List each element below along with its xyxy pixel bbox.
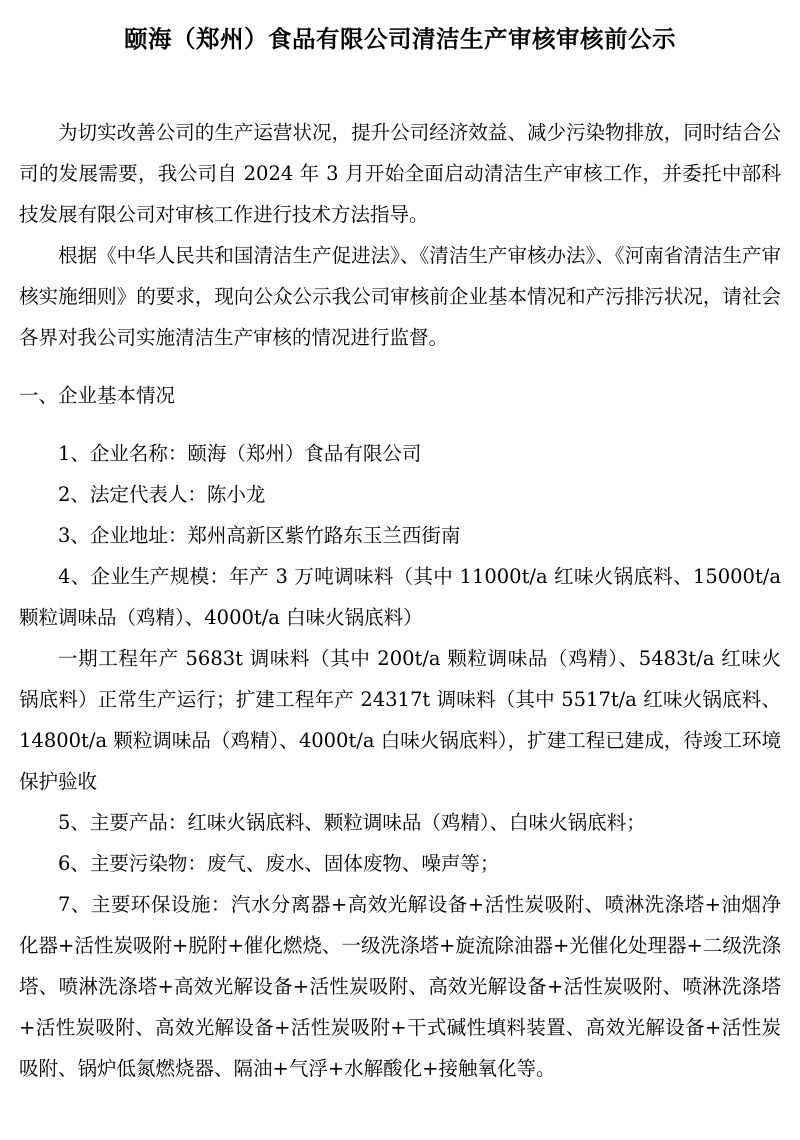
item-legal-representative: 2、法定代表人：陈小龙: [58, 483, 266, 506]
paragraph-gap: [19, 358, 781, 375]
item-environmental-facilities: 7、主要环保设施：汽水分离器+高效光解设备+活性炭吸附、喷淋洗涤塔+油烟净化器+活性炭吸附+脱附+催化燃烧、一级洗涤塔+旋流除油器+光催化处理器+二级洗涤塔、喷淋洗涤塔+高效光解设备+活性炭吸附、高效光解设备+活性炭吸附、喷淋洗涤塔+活性炭吸附、高效光解设备+活性炭吸附+干式碱性填料装置、高效光解设备+活性炭吸附、锅炉低氮燃烧器、隔油+气浮+水解酸化+接触氧化等。: [19, 893, 781, 1080]
intro-paragraph-2: 根据《中华人民共和国清洁生产促进法》、《清洁生产审核办法》、《河南省清洁生产审核实施细则》的要求，现向公众公示我公司审核前企业基本情况和产污排污状况，请社会各界对我公司实施清洁生产审核的情况进行监督。: [19, 244, 781, 349]
item-production-scale: 4、企业生产规模：年产 3 万吨调味料（其中 11000t/a 红味火锅底料、15000t/a 颗粒调味品（鸡精）、4000t/a 白味火锅底料）: [19, 565, 781, 629]
paragraph-gap: [19, 416, 781, 433]
item-main-pollutants: 6、主要污染物：废气、废水、固体废物、噪声等；: [58, 852, 500, 875]
item-main-products: 5、主要产品：红味火锅底料、颗粒调味品（鸡精）、白味火锅底料；: [58, 811, 646, 834]
item-company-name: 1、企业名称：颐海（郑州）食品有限公司: [58, 442, 422, 465]
item-production-scale-detail: 一期工程年产 5683t 调味料（其中 200t/a 颗粒调味品（鸡精）、5483t/a 红味火锅底料）正常生产运行；扩建工程年产 24317t 调味料（其中 5517t/a 红味火锅底料、14800t/a 颗粒调味品（鸡精）、4000t/a 白味火锅底料），扩建工程已建成，待竣工环境保护验收: [19, 647, 781, 793]
document-title: 颐海（郑州）食品有限公司清洁生产审核审核前公示: [124, 25, 676, 53]
document-body: [19, 112, 781, 1089]
intro-paragraph-1: 为切实改善公司的生产运营状况，提升公司经济效益、减少污染物排放，同时结合公司的发展需要，我公司自 2024 年 3 月开始全面启动清洁生产审核工作，并委托中部科技发展有限公司对审核工作进行技术方法指导。: [19, 121, 781, 226]
item-address: 3、企业地址：郑州高新区紫竹路东玉兰西街南: [58, 524, 461, 547]
section-heading-basic-info: 一、企业基本情况: [19, 384, 176, 407]
